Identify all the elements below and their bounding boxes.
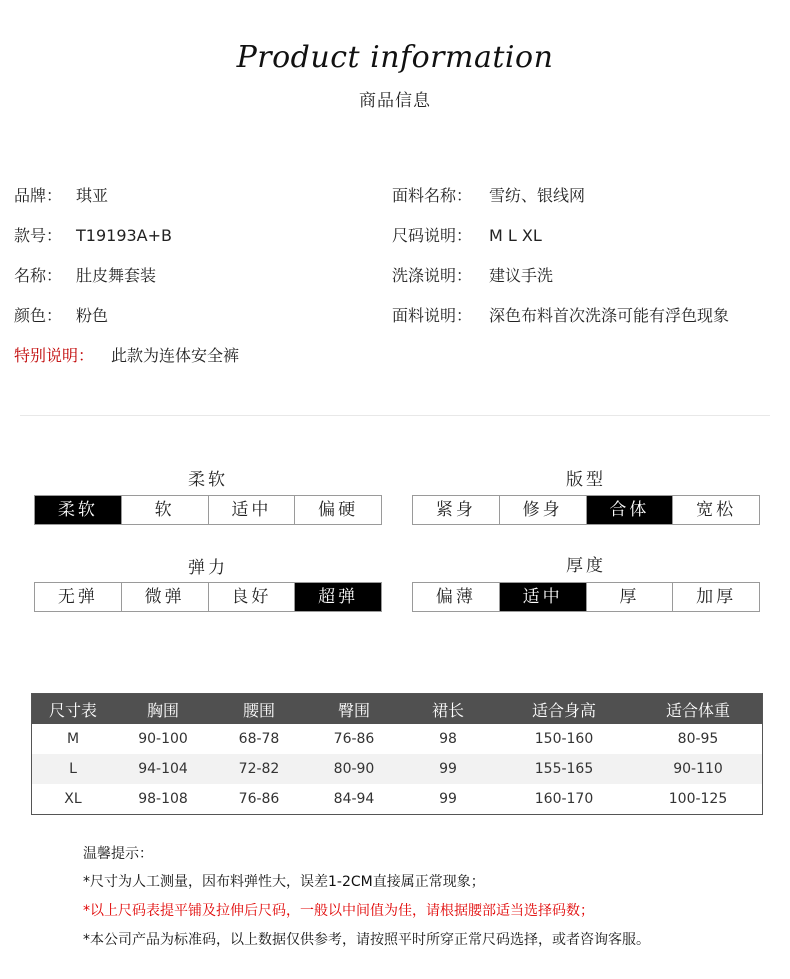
table-cell: 68-78: [238, 731, 280, 747]
size-table: [31, 693, 763, 815]
attr-option: 合体: [587, 496, 674, 524]
info-key: 面料名称：: [392, 186, 473, 205]
info-model: [14, 226, 172, 246]
attr-option: 紧身: [413, 496, 500, 524]
table-header-cell: 尺寸表: [32, 694, 115, 725]
attr-option: 软: [122, 496, 209, 524]
table-cell: 84-94: [333, 791, 375, 807]
table-cell: 76-86: [333, 731, 375, 747]
table-header-cell: 适合体重: [634, 694, 763, 725]
attr-option: 加厚: [696, 587, 737, 607]
table-cell: 80-95: [677, 731, 719, 747]
table-cell: 99: [402, 754, 494, 784]
info-value: 琪亚: [76, 186, 109, 205]
table-header-cell: 适合身高: [494, 694, 634, 725]
attr-option: 无弹: [35, 583, 122, 611]
info-key: 面料说明：: [392, 306, 473, 325]
table-cell: 98-108: [138, 791, 188, 807]
attr-title-fit: 版型: [566, 470, 606, 490]
info-key: 品牌：: [14, 186, 63, 205]
note-line: *本公司产品为标准码，以上数据仅供参考，请按照平时所穿正常尺码选择，或者咨询客服。: [83, 932, 650, 948]
table-cell: 99: [439, 791, 457, 807]
table-header-row: [32, 694, 763, 725]
note-line: *尺寸为人工测量，因布料弹性大，误差1-2CM直接属正常现象；: [83, 874, 485, 890]
info-fabric: [392, 186, 585, 206]
info-brand: [14, 186, 108, 206]
table-header-cell: 臀围: [306, 694, 402, 725]
info-value: 建议手洗: [489, 266, 554, 285]
section-divider: [20, 415, 770, 416]
attr-option: 适中: [500, 583, 587, 611]
attr-option: 厚: [587, 583, 674, 611]
attr-bar-elasticity: [34, 582, 382, 612]
attr-option: 宽松: [696, 500, 737, 520]
info-value: 粉色: [76, 306, 109, 325]
table-cell: 155-165: [494, 754, 634, 784]
notes-title: 温馨提示：: [83, 846, 153, 862]
table-cell: 90-110: [634, 754, 763, 784]
info-color: [14, 306, 108, 326]
attr-title-softness: 柔软: [188, 470, 228, 490]
attr-option: 适中: [209, 496, 296, 524]
table-row: [32, 754, 763, 784]
info-value: 雪纺、银线网: [489, 186, 586, 205]
table-header-cell: 胸围: [114, 694, 212, 725]
note-line-warning: *以上尺码表提平铺及拉伸后尺码，一般以中间值为佳，请根据腰部适当选择码数；: [83, 903, 594, 919]
info-value: M L XL: [489, 226, 542, 245]
info-key: 尺码说明：: [392, 226, 473, 245]
table-row: [32, 724, 763, 754]
attr-title-elasticity: 弹力: [188, 558, 228, 578]
title-cn: 商品信息: [359, 91, 431, 111]
title-en: Product information: [236, 40, 554, 75]
info-key: 颜色：: [14, 306, 63, 325]
attr-option: 偏薄: [413, 583, 500, 611]
attr-option: 修身: [500, 496, 587, 524]
table-cell: 90-100: [138, 731, 188, 747]
table-cell: 80-90: [306, 754, 402, 784]
table-cell: 98: [439, 731, 457, 747]
info-value: 肚皮舞套装: [76, 266, 157, 285]
attr-title-thickness: 厚度: [566, 556, 606, 576]
info-special: [14, 346, 239, 366]
table-header-cell: 腰围: [212, 694, 306, 725]
attr-option: 偏硬: [318, 500, 359, 520]
table-cell: M: [66, 731, 80, 747]
table-cell: 160-170: [534, 791, 594, 807]
info-washing: [392, 266, 553, 286]
table-cell: XL: [64, 791, 82, 807]
table-cell: 100-125: [668, 791, 728, 807]
info-key: 名称：: [14, 266, 63, 285]
special-key: 特别说明：: [14, 346, 95, 365]
attr-bar-thickness: [412, 582, 760, 612]
info-value: 深色布料首次洗涤可能有浮色现象: [489, 306, 730, 325]
table-cell: 76-86: [238, 791, 280, 807]
info-fabric-note: [392, 306, 729, 326]
table-cell: 150-160: [534, 731, 594, 747]
table-cell: 94-104: [114, 754, 212, 784]
info-name: [14, 266, 156, 286]
info-value: T19193A+B: [76, 226, 172, 245]
special-value: 此款为连体安全裤: [111, 346, 240, 365]
attr-option: 微弹: [122, 583, 209, 611]
table-header-cell: 裙长: [402, 694, 494, 725]
table-cell: L: [32, 754, 115, 784]
info-key: 款号：: [14, 226, 63, 245]
attr-option: 超弹: [295, 583, 381, 611]
table-row: [32, 784, 763, 815]
info-key: 洗涤说明：: [392, 266, 473, 285]
table-cell: 72-82: [212, 754, 306, 784]
attr-bar-softness: [34, 495, 382, 525]
attr-option: 良好: [209, 583, 296, 611]
attr-bar-fit: [412, 495, 760, 525]
attr-option: 柔软: [35, 496, 122, 524]
info-sizes: [392, 226, 542, 246]
